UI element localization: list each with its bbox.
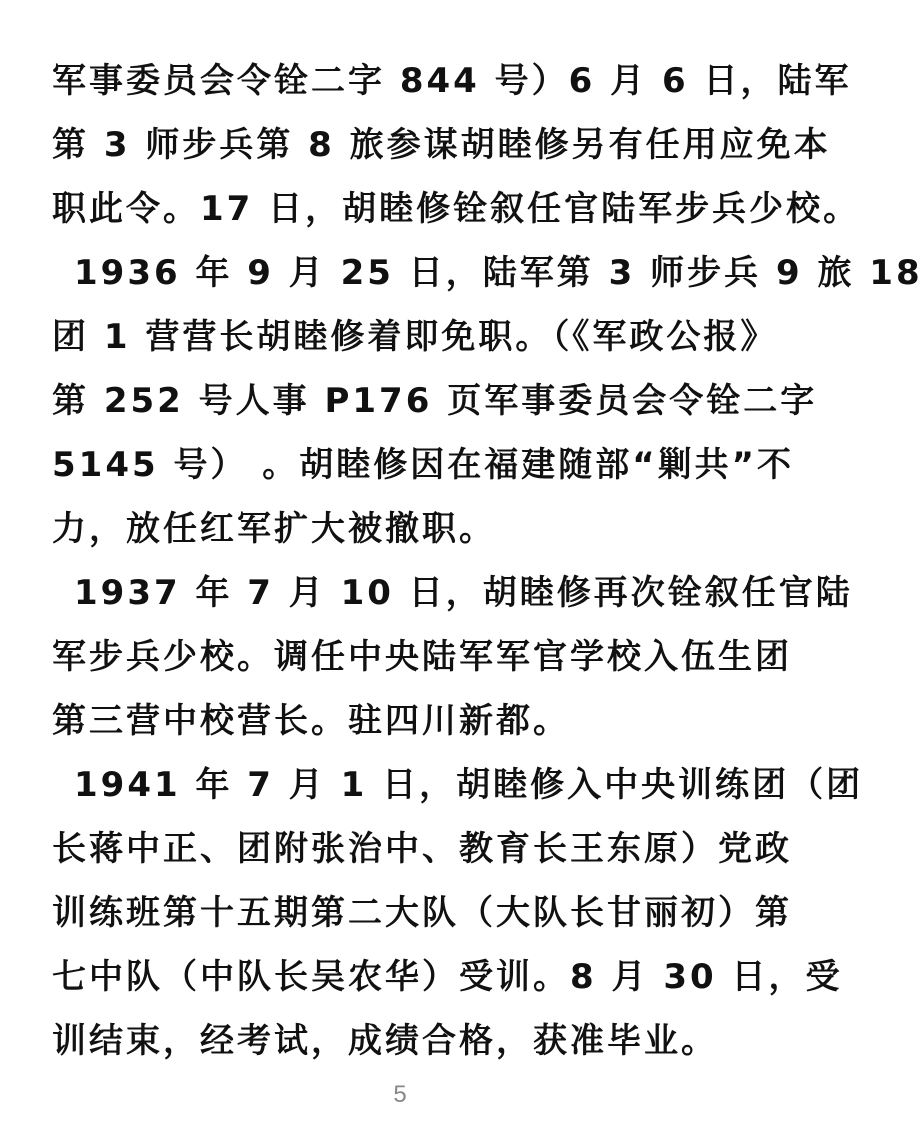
text-line: 训练班第十五期第二大队（大队长甘丽初）第 [52, 893, 792, 933]
text-line: 职此令。17 日，胡睦修铨叙任官陆军步兵少校。 [52, 189, 861, 229]
text-line: 力，放任红军扩大被撤职。 [52, 509, 496, 549]
paragraph-start-line: 1936 年 9 月 25 日，陆军第 3 师步兵 9 旅 18 [74, 253, 923, 293]
text-line: 七中队（中队长吴农华）受训。8 月 30 日，受 [52, 957, 843, 997]
text-line: 长蒋中正、团附张治中、教育长王东原）党政 [52, 829, 792, 869]
text-line: 团 1 营营长胡睦修着即免职。（《军政公报》 [52, 317, 778, 357]
paragraph-start-line: 1941 年 7 月 1 日，胡睦修入中央训练团（团 [74, 765, 864, 805]
text-line: 训结束，经考试，成绩合格，获准毕业。 [52, 1021, 718, 1061]
text-line: 第 3 师步兵第 8 旅参谋胡睦修另有任用应免本 [52, 125, 831, 165]
text-line: 5145 号） 。胡睦修因在福建随部“剿共”不 [52, 445, 794, 485]
text-line: 军步兵少校。调任中央陆军军官学校入伍生团 [52, 637, 792, 677]
text-line: 第 252 号人事 P176 页军事委员会令铨二字 [52, 381, 818, 421]
page-number: 5 [393, 1081, 407, 1108]
text-line: 军事委员会令铨二字 844 号）6 月 6 日，陆军 [52, 61, 852, 101]
paragraph-start-line: 1937 年 7 月 10 日，胡睦修再次铨叙任官陆 [74, 573, 853, 613]
text-line: 第三营中校营长。驻四川新都。 [52, 701, 570, 741]
